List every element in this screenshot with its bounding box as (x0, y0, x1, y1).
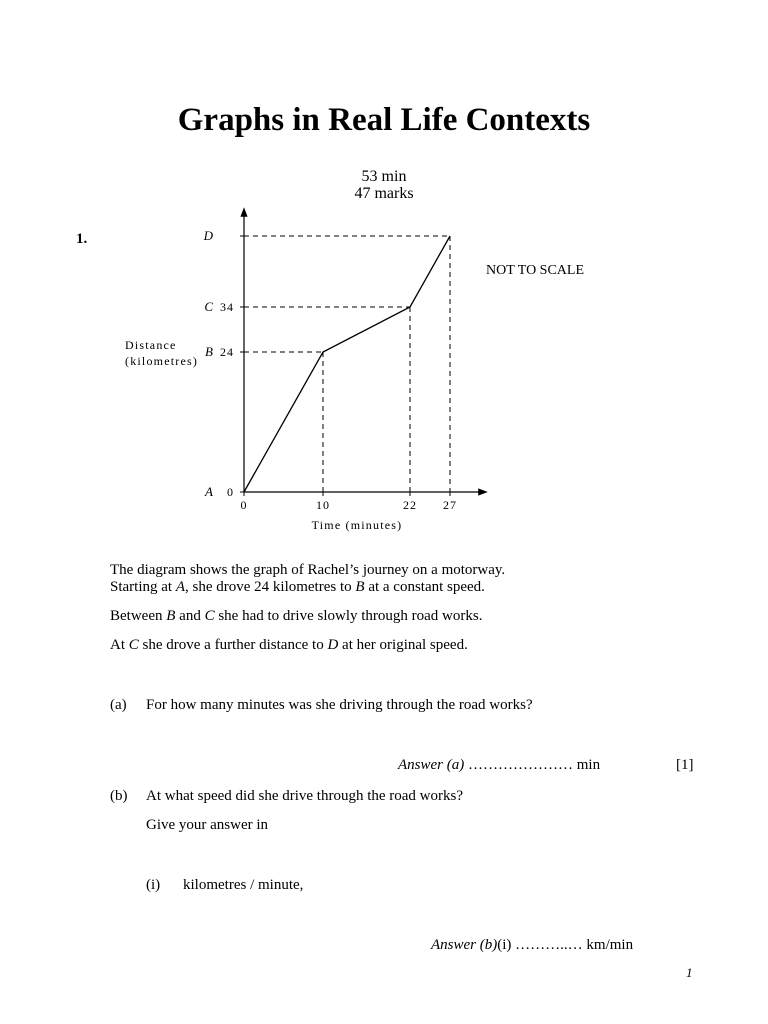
x-tick-label-2: 22 (403, 498, 417, 512)
roadworks-paragraph: Between B and C she had to drive slowly through road works. (110, 608, 483, 624)
y-axis-label-line1: Distance (125, 338, 177, 352)
journey-line (244, 236, 450, 492)
part-a-label: (a) (110, 697, 127, 713)
time-allowed: 53 min (361, 168, 407, 185)
point-label-C: C (204, 299, 213, 314)
answer-bi-suffix: (i) (497, 937, 512, 953)
total-marks: 47 marks (354, 185, 414, 202)
intro-paragraph (110, 562, 505, 596)
answer-a-label: Answer (a) (398, 757, 465, 773)
not-to-scale-note: NOT TO SCALE (486, 263, 585, 278)
question-number: 1. (76, 231, 88, 247)
answer-a-line (398, 757, 600, 774)
intro-line-1: The diagram shows the graph of Rachel’s journey on a motorway. (110, 562, 506, 578)
final-leg-paragraph: At C she drove a further distance to D at her original speed. (110, 637, 468, 653)
part-b-label: (b) (110, 788, 128, 804)
answer-bi-label: Answer (b) (431, 937, 498, 953)
x-tick-label-3: 27 (443, 498, 457, 512)
page-number: 1 (686, 965, 693, 980)
point-label-B: B (205, 344, 213, 359)
y-tick-label-0: 0 (227, 485, 234, 499)
answer-bi-field[interactable]: ………..… (515, 937, 583, 953)
point-label-A: A (205, 484, 213, 499)
part-b-question: At what speed did she drive through the road works? (146, 788, 464, 804)
page-title: Graphs in Real Life Contexts (177, 102, 591, 138)
answer-a-marks: [1] (676, 757, 694, 773)
answer-bi-unit: km/min (586, 937, 634, 953)
x-axis-label: Time (minutes) (311, 518, 403, 532)
x-tick-label-0: 0 (240, 498, 248, 512)
y-axis-label-line2: (kilometres) (125, 354, 199, 368)
part-a-question: For how many minutes was she driving through the road works? (146, 697, 533, 713)
part-bi-text: kilometres / minute, (183, 877, 304, 893)
y-tick-label-2: 34 (220, 300, 234, 314)
answer-a-unit: min (576, 757, 601, 773)
part-bi-label: (i) (146, 877, 161, 893)
answer-bi-line (431, 937, 633, 954)
x-tick-label-1: 10 (316, 498, 330, 512)
y-tick-label-1: 24 (220, 345, 234, 359)
intro-line-2: Starting at A, she drove 24 kilometres to B at a constant speed. (110, 579, 485, 595)
answer-a-field[interactable]: ………………… (468, 757, 573, 773)
point-label-D: D (203, 228, 213, 243)
part-b-instruction: Give your answer in (146, 817, 269, 833)
